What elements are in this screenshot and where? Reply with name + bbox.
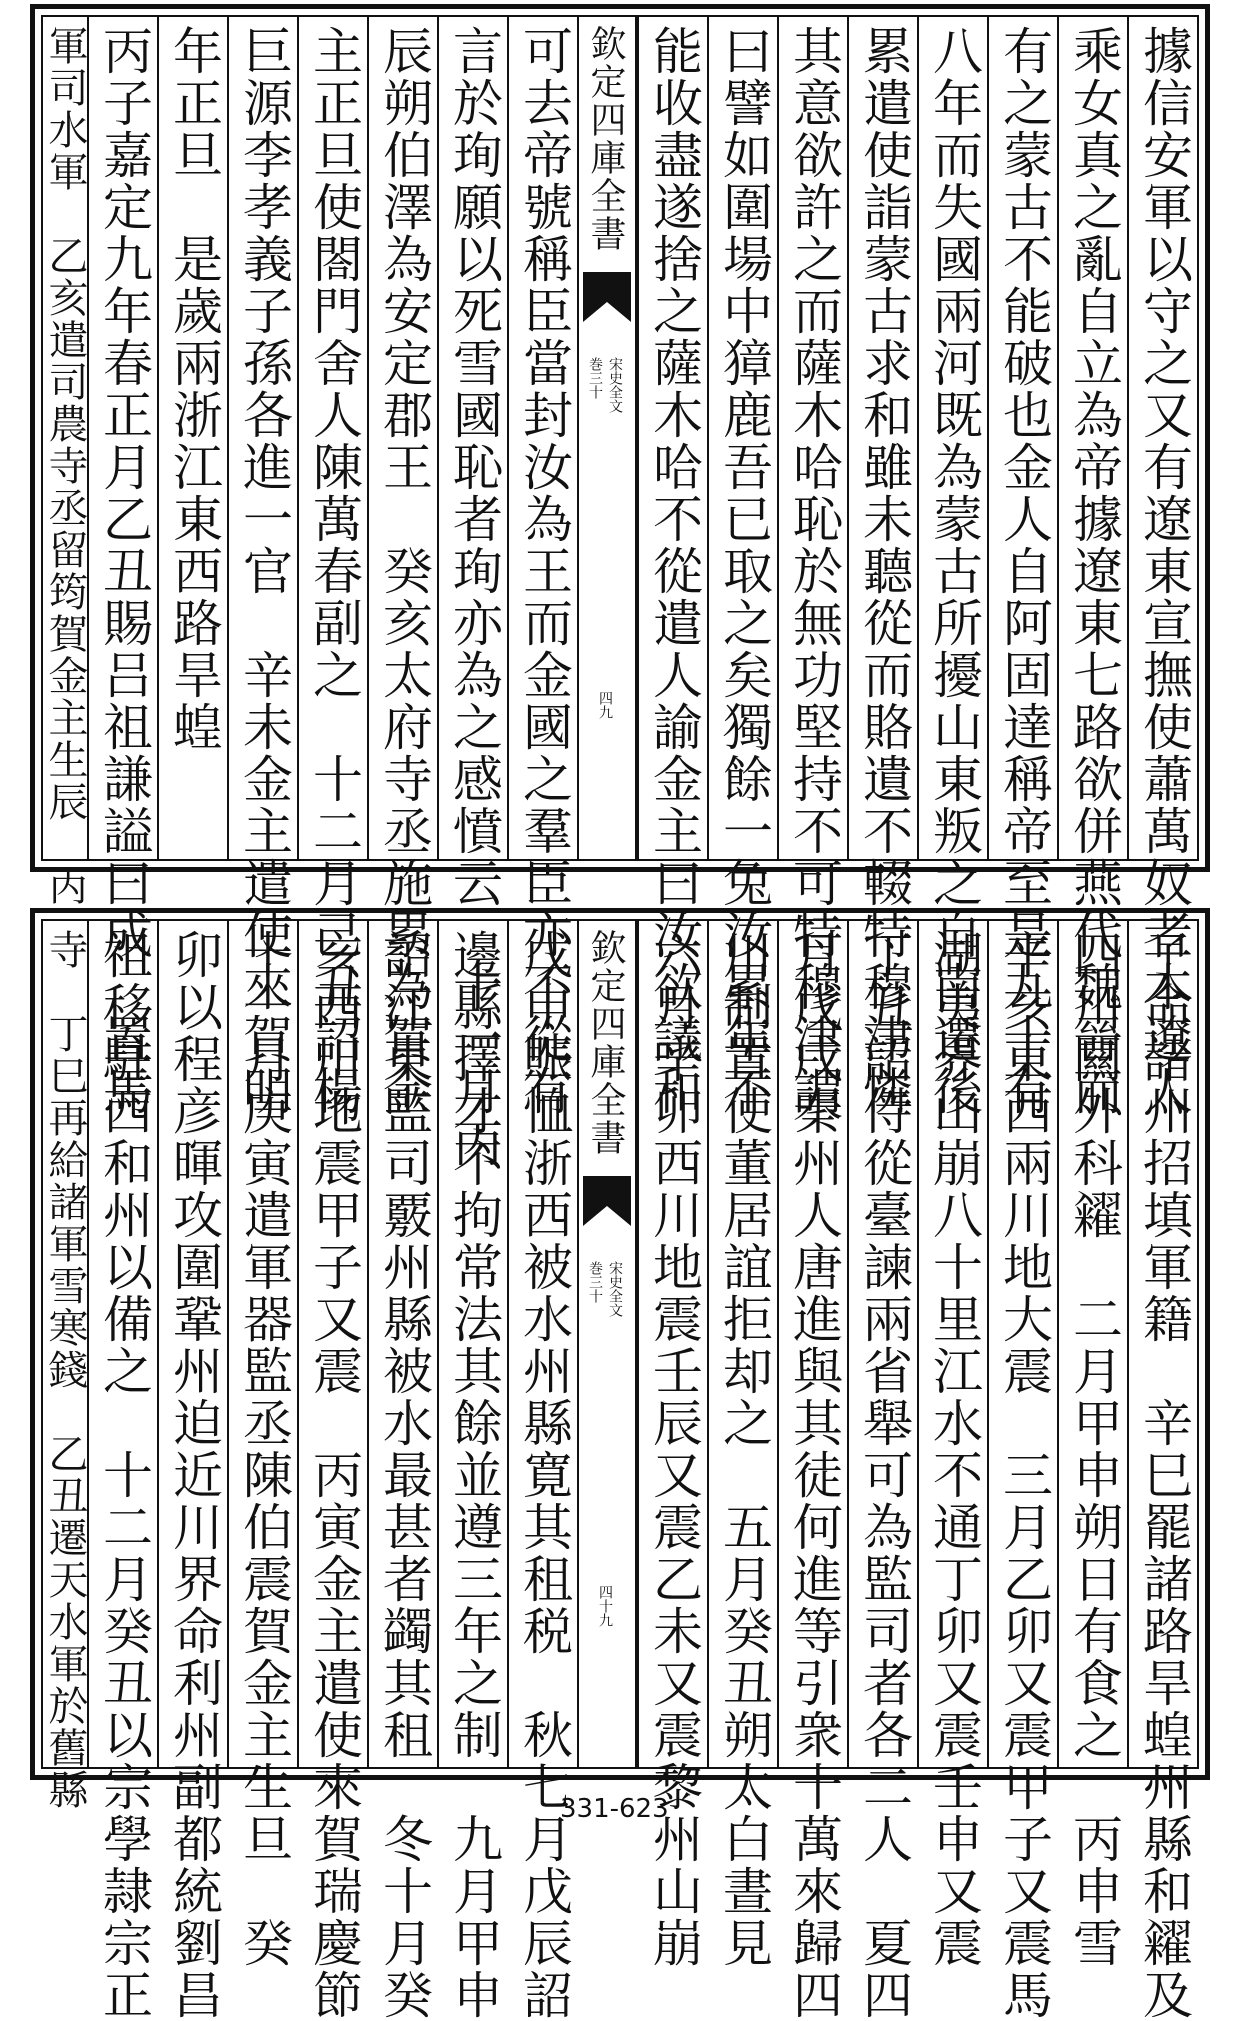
- top-page-frame: [41, 15, 1199, 1169]
- text-column: 六月辛卯西川地震壬辰又震乙未又震黎州山崩: [637, 921, 707, 1767]
- text-column: 據信安軍以守之又有遼東宣撫使蕭萬奴者本遼人: [1127, 17, 1197, 859]
- text-column: 寺 丁巳再給諸軍雪寒錢 乙丑遷天水軍於舊縣: [42, 929, 88, 1811]
- folio-number: 四十九: [597, 1585, 613, 1627]
- text-column: 其意欲許之而薩木哈恥於無功堅持不可特穆津謂: [777, 17, 847, 859]
- book-subtitle: 宋史全文: [607, 357, 623, 413]
- book-title: 欽定四庫全書: [585, 929, 626, 1157]
- text-column: 詔江東監司覈州縣被水最甚者蠲其租 冬十月癸: [367, 921, 437, 1767]
- text-column: 邊縣擇才不拘常法其餘並遵三年之制 九月甲申: [437, 921, 507, 1767]
- text-column: 八年而失國兩河既為蒙古所擾山東叛之自南遷後: [917, 17, 987, 859]
- text-column: 卯以程彦暉攻圍鞏州迫近川界命利州副都統劉昌: [157, 921, 227, 1767]
- fishtail-mark-icon: [583, 272, 631, 332]
- text-column: 十一月庚寅遣軍器監丞陳伯震賀金主生旦 癸: [227, 921, 297, 1767]
- text-column: 月戊戌秦州人唐進與其徒何進等引衆十萬來歸四: [777, 921, 847, 1767]
- text-column: 軍司水軍 乙亥遣司農寺丞留筠賀金主生辰 丙: [42, 25, 88, 907]
- text-column: 曰譬如圍場中獐鹿吾已取之矣獨餘一兔汝累年不: [707, 17, 777, 859]
- text-column: 子命諸州招填軍籍 辛巳罷諸路旱蝗州縣和糴及: [1127, 921, 1197, 1767]
- text-column: 丁丑詔侍從臺諫兩省舉可為監司者各二人 夏四: [847, 921, 917, 1767]
- text-column: 能收盡遂捨之薩木哈不從遣人諭金主曰汝欲議和: [637, 17, 707, 859]
- text-column: 湖夷界山崩八十里江水不通丁卯又震壬申又震: [917, 921, 987, 1767]
- book-subtitle: 宋史全文: [607, 1261, 623, 1317]
- text-column: 辰朔伯澤為安定郡王 癸亥太府寺丞施累為賀金: [367, 17, 437, 859]
- fishtail-mark-icon: [583, 1176, 631, 1236]
- text-column: 四川闗外科糴 二月甲申朔日有食之 丙申雪: [1057, 921, 1127, 1767]
- text-column: 亥西川地震甲子又震 丙寅金主遣使來賀瑞慶節: [297, 921, 367, 1767]
- text-column: 累遣使詣蒙古求和雖未聽從而賂遺不輟特穆津憐: [847, 17, 917, 859]
- text-column: 年正旦 是歲兩浙江東西路旱蝗: [157, 17, 227, 859]
- text-column: 戊申賑恤浙西被水州縣寛其租税 秋七月戊辰詔: [507, 921, 577, 1767]
- text-column: 主正旦使閤門舍人陳萬春副之 十二月己丑詔楊: [297, 17, 367, 859]
- volume-label: 巻三十: [587, 1261, 603, 1303]
- volume-label: 巻三十: [587, 357, 603, 399]
- text-column: 言於珣願以死雪國恥者珣亦為之感憤云 十一月丙: [437, 17, 507, 859]
- text-column: 川制置使董居誼拒却之 五月癸丑朔太白晝見: [707, 921, 777, 1767]
- center-fold: [577, 17, 637, 859]
- text-column: 辛亥東西兩川地大震 三月乙卯又震甲子又震馬: [987, 921, 1057, 1767]
- folio-number: 四九: [597, 691, 613, 719]
- page-number: 331-623: [560, 1794, 669, 1824]
- text-column: 可去帝號稱臣當封汝為王而金國之羣臣亦不從有: [507, 17, 577, 859]
- text-column: 巨源李孝義子孫各進一官 辛未金主遣使來賀明: [227, 17, 297, 859]
- text-column: 祖移駐西和州以備之 十二月癸丑以宗學隷宗正: [87, 921, 157, 1767]
- center-fold: [577, 921, 637, 1767]
- top-page: [30, 4, 1210, 1169]
- text-column: 丙子嘉定九年春正月乙丑賜吕祖謙謚曰成 置馬: [87, 17, 157, 859]
- text-column: 乘女真之亂自立為帝據遼東七路欲併燕代魏晉而: [1057, 17, 1127, 859]
- text-column: 有之蒙古不能破也金人自阿固達稱帝至是九十有: [987, 17, 1057, 859]
- book-title: 欽定四庫全書: [585, 25, 626, 253]
